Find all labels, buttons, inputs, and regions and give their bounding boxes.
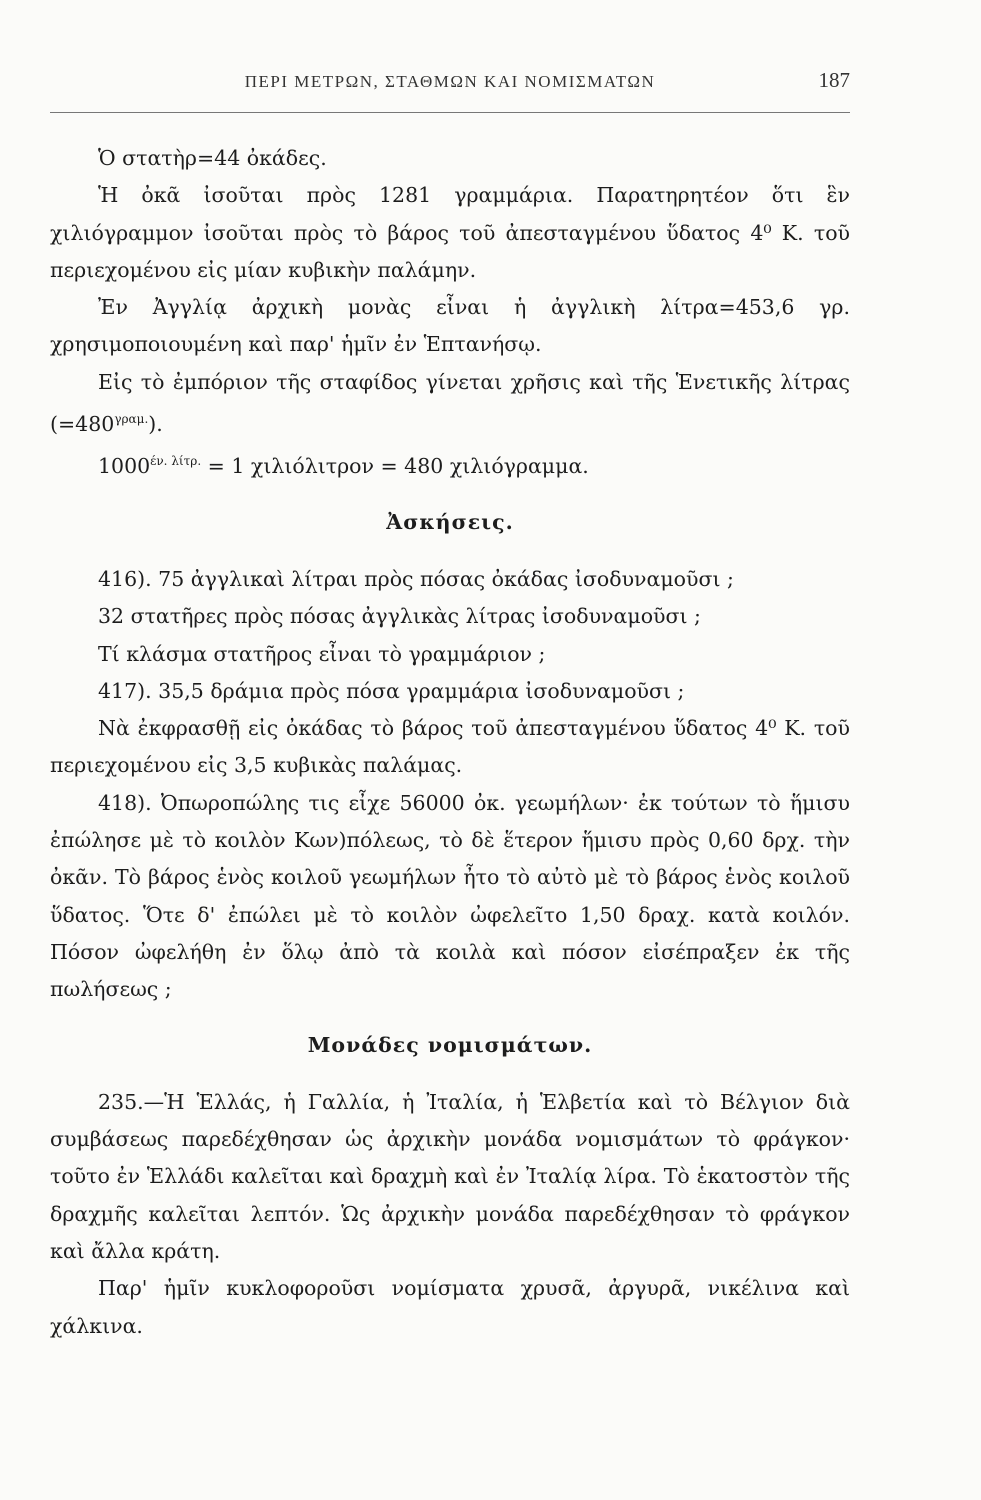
exercise-417-part2: Νὰ ἐκφρασθῇ εἰς ὀκάδας τὸ βάρος τοῦ ἀπεσταγμένου ὕδατος 4⁰ Κ. τοῦ περιεχομένου εἰς 3,5 κυβικὰς παλάμας.: [50, 716, 850, 778]
page-header: [50, 68, 850, 113]
exercise-418: 418). Ὀπωροπώλης τις εἶχε 56000 ὀκ. γεωμήλων· ἐκ τούτων τὸ ἥμισυ ἐπώλησε μὲ τὸ κοιλὸν Κων)πόλεως, τὸ δὲ ἕτερον ἥμισυ πρὸς 0,60 δρχ. τὴν ὀκᾶν. Τὸ βάρος ἑνὸς κοιλοῦ γεωμήλων ἦτο τὸ αὐτὸ μὲ τὸ βάρος ἑνὸς κοιλοῦ ὕδατος. Ὅτε δ' ἐπώλει μὲ τὸ κοιλὸν ὠφελεῖτο 1,50 δραχ. κατὰ κοιλόν. Πόσον ὠφελήθη ἐν ὅλῳ ἀπὸ τὰ κοιλὰ καὶ πόσον εἰσέπραξεν ἐκ τῆς πωλήσεως ;: [50, 790, 850, 1002]
equivalence-number: 1000: [98, 454, 151, 479]
gram-superscript: γραμ.: [114, 412, 149, 427]
paragraph-equivalence: [50, 443, 850, 485]
exercise-416-part2: 32 στατῆρες πρὸς πόσας ἀγγλικὰς λίτρας ἰσοδυναμοῦσι ;: [98, 604, 701, 629]
section-235: 235.—Ἡ Ἑλλάς, ἡ Γαλλία, ἡ Ἰταλία, ἡ Ἑλβετία καὶ τὸ Βέλγιον διὰ συμβάσεως παρεδέχθησαν ὡς ἀρχικὴν μονάδα νομισμάτων τὸ φράγκον· τοῦτο ἐν Ἑλλάδι καλεῖται καὶ δραχμὴ καὶ ἐν Ἰταλίᾳ λίρα. Τὸ ἑκατοστὸν τῆς δραχμῆς καλεῖται λεπτόν. Ὡς ἀρχικὴν μονάδα παρεδέχθησαν τὸ φράγκον καὶ ἄλλα κράτη.: [50, 1089, 850, 1264]
equivalence-text: = 1 χιλιόλιτρον = 480 χιλιόγραμμα.: [201, 454, 589, 479]
heading-exercises: Ἀσκήσεις.: [386, 509, 514, 534]
heading-currency-units: Μονάδες νομισμάτων.: [307, 1032, 593, 1057]
section-235-coins: Παρ' ἡμῖν κυκλοφοροῦσι νομίσματα χρυσᾶ, ἀργυρᾶ, νικέλινα καὶ χάλκινα.: [50, 1276, 850, 1338]
venetian-litra-end: ).: [148, 412, 163, 437]
page-body: [50, 140, 850, 1345]
paragraph-england: Ἐν Ἀγγλίᾳ ἀρχικὴ μονὰς εἶναι ἡ ἀγγλικὴ λίτρα=453,6 γρ. χρησιμοποιουμένη καὶ παρ' ἡμῖν ἐν Ἑπτανήσῳ.: [50, 295, 850, 357]
paragraph-venetian-litra: [50, 364, 850, 444]
paragraph-oka: Ἡ ὀκᾶ ἰσοῦται πρὸς 1281 γραμμάρια. Παρατηρητέον ὅτι ἓν χιλιόγραμμον ἰσοῦται πρὸς τὸ βάρος τοῦ ἀπεσταγμένου ὕδατος 4⁰ Κ. τοῦ περιεχομένου εἰς μίαν κυβικὴν παλάμην.: [50, 183, 850, 282]
page-number: 187: [818, 68, 850, 92]
paragraph-stater: Ὁ στατὴρ=44 ὀκάδες.: [98, 146, 327, 170]
exercise-417: 417). 35,5 δράμια πρὸς πόσα γραμμάρια ἰσοδυναμοῦσι ;: [98, 678, 685, 703]
litra-superscript: έν. λίτρ.: [150, 454, 202, 469]
venetian-litra-text: Εἰς τὸ ἐμπόριον τῆς σταφίδος γίνεται χρῆσις καὶ τῆς Ἑνετικῆς λίτρας (=480: [50, 369, 850, 437]
exercise-416-part3: Τί κλάσμα στατῆρος εἶναι τὸ γραμμάριον ;: [98, 641, 546, 666]
exercise-416: 416). 75 ἀγγλικαὶ λίτραι πρὸς πόσας ὀκάδας ἰσοδυναμοῦσι ;: [98, 566, 734, 591]
running-title: ΠΕΡΙ ΜΕΤΡΩΝ, ΣΤΑΘΜΩΝ ΚΑΙ ΝΟΜΙΣΜΑΤΩΝ: [244, 72, 656, 91]
